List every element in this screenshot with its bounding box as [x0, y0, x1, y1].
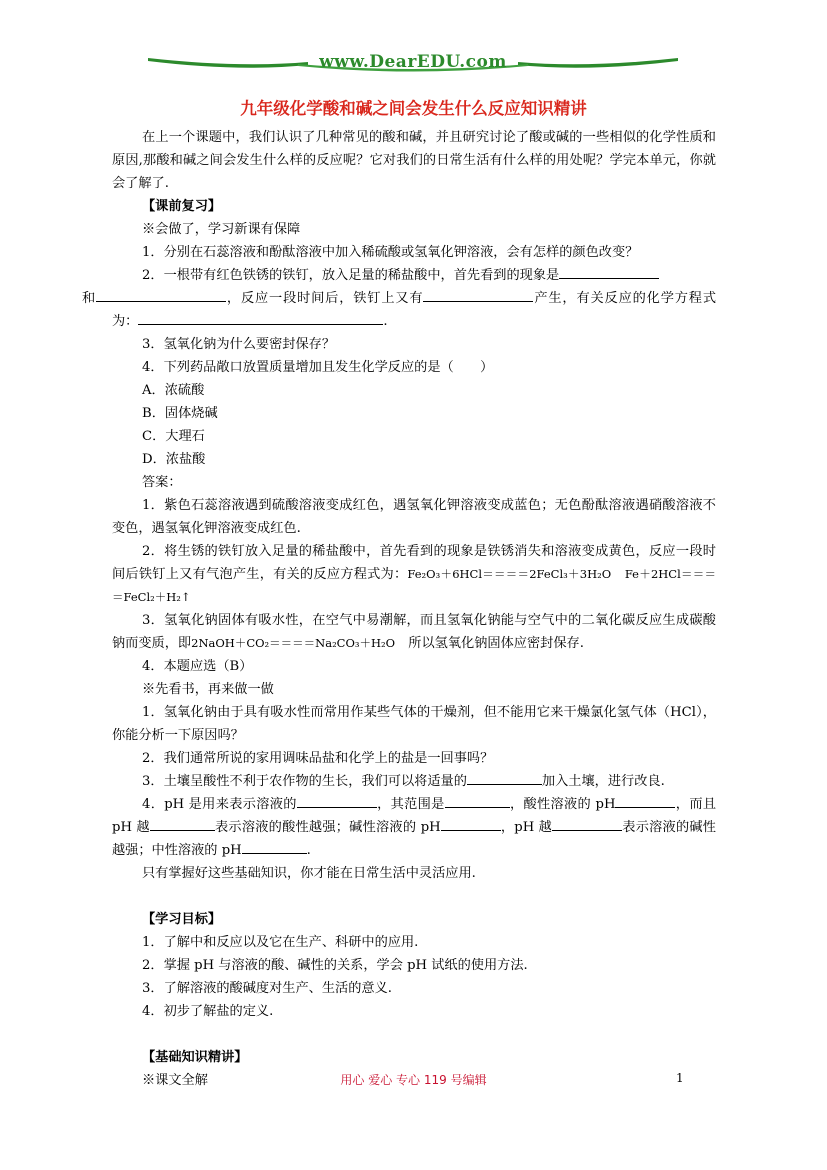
- goal-item: 4．初步了解盐的定义.: [142, 1004, 274, 1019]
- page-title: 九年级化学酸和碱之间会发生什么反应知识精讲: [240, 99, 587, 118]
- equation: Fe₂O₃＋6HCl＝＝＝＝2FeCl₃＋3H₂O: [407, 567, 612, 581]
- preview-q1: 1．氢氧化钠由于具有吸水性而常用作某些气体的干燥剂，但不能用它来干燥氯化氢气体（HCl），你能分析一下原因吗？: [112, 705, 716, 743]
- review-heading: 【课前复习】: [142, 199, 222, 214]
- answer-2: 2．将生锈的铁钉放入足量的稀盐酸中，首先看到的现象是铁锈消失和溶液变成黄色，反应一段时间后铁钉上又有气泡产生，有关的反应方程式为：Fe₂O₃＋6HCl＝＝＝＝2FeCl₃＋3H₂O Fe＋2HCl＝＝＝＝FeCl₂＋H₂↑: [112, 544, 716, 604]
- fill-blank: [552, 816, 622, 831]
- basics-heading: 【基础知识精讲】: [142, 1050, 248, 1065]
- review-q2: 2．一根带有红色铁锈的铁钉，放入足量的稀盐酸中，首先看到的现象是 和 ，反应一段时间后，铁钉上又有 产生，有关反应的化学方程式为： .: [112, 264, 716, 333]
- page-number: 1: [676, 1071, 684, 1085]
- fill-blank: [615, 793, 675, 808]
- goal-item: 3．了解溶液的酸碱度对生产、生活的意义.: [142, 981, 392, 996]
- option-c: C．大理石: [142, 429, 205, 444]
- site-banner: [148, 50, 678, 78]
- fill-blank: [559, 264, 659, 279]
- review-q1: 1．分别在石蕊溶液和酚酞溶液中加入稀硫酸或氢氧化钾溶液，会有怎样的颜色改变？: [142, 245, 639, 260]
- equation: Fe＋2HCl＝＝＝＝FeCl₂＋H₂↑: [112, 567, 716, 604]
- answer-4: 4．本题应选（B）: [142, 659, 253, 674]
- goal-item: 1．了解中和反应以及它在生产、科研中的应用.: [142, 935, 419, 950]
- option-b: B．固体烧碱: [142, 406, 218, 421]
- option-a: A．浓硫酸: [142, 383, 205, 398]
- review-q4: 4．下列药品敞口放置质量增加且发生化学反应的是（ ）: [142, 360, 494, 375]
- option-d: D．浓盐酸: [142, 452, 206, 467]
- review-note: ※会做了，学习新课有保障: [142, 222, 301, 237]
- review-q3: 3．氢氧化钠为什么要密封保存？: [142, 337, 336, 352]
- equation: 2NaOH＋CO₂＝＝＝＝Na₂CO₃＋H₂O: [191, 636, 396, 650]
- answer-label: 答案：: [142, 475, 182, 490]
- page-footer: 用心 爱心 专心 119 号编辑: [340, 1073, 487, 1087]
- fill-blank: [441, 816, 501, 831]
- intro-paragraph: 在上一个课题中，我们认识了几种常见的酸和碱，并且研究讨论了酸或碱的一些相似的化学性质和原因,那酸和碱之间会发生什么样的反应呢？它对我们的日常生活有什么样的用处呢？学完本单元，你就会了解了.: [112, 130, 716, 191]
- preview-q4: 4．pH 是用来表示溶液的 ，其范围是 ，酸性溶液的 pH ，而且 pH 越 表示溶液的酸性越强；碱性溶液的 pH ，pH 越 表示溶液的碱性越强；中性溶液的 pH .: [112, 793, 716, 862]
- preview-note: ※先看书，再来做一做: [142, 682, 274, 697]
- document-body: [82, 126, 717, 1092]
- fill-blank: [96, 287, 226, 302]
- goals-heading: 【学习目标】: [142, 912, 222, 927]
- fill-blank: [423, 287, 533, 302]
- fill-blank: [445, 793, 510, 808]
- preview-q3: 3．土壤呈酸性不利于农作物的生长，我们可以将适量的 加入土壤，进行改良.: [112, 770, 716, 793]
- fill-blank: [150, 816, 215, 831]
- goal-item: 2．掌握 pH 与溶液的酸、碱性的关系，学会 pH 试纸的使用方法.: [142, 958, 528, 973]
- fill-blank: [138, 310, 383, 325]
- preview-q2: 2．我们通常所说的家用调味品盐和化学上的盐是一回事吗？: [142, 751, 494, 766]
- fill-blank: [467, 770, 542, 785]
- fill-blank: [297, 793, 377, 808]
- basics-note: ※课文全解: [142, 1073, 208, 1088]
- preview-closing: 只有掌握好这些基础知识，你才能在日常生活中灵活应用.: [142, 866, 476, 881]
- answer-1: 1．紫色石蕊溶液遇到硫酸溶液变成红色，遇氢氧化钾溶液变成蓝色；无色酚酞溶液遇硝酸溶液不变色，遇氢氧化钾溶液变成红色.: [112, 498, 716, 536]
- answer-3: 3．氢氧化钠固体有吸水性，在空气中易潮解，而且氢氧化钠能与空气中的二氧化碳反应生成碳酸钠而变质，即2NaOH＋CO₂＝＝＝＝Na₂CO₃＋H₂O 所以氢氧化钠固体应密封保存.: [112, 613, 716, 651]
- banner-text[interactable]: www.DearEDU.com: [319, 52, 507, 72]
- fill-blank: [242, 839, 307, 854]
